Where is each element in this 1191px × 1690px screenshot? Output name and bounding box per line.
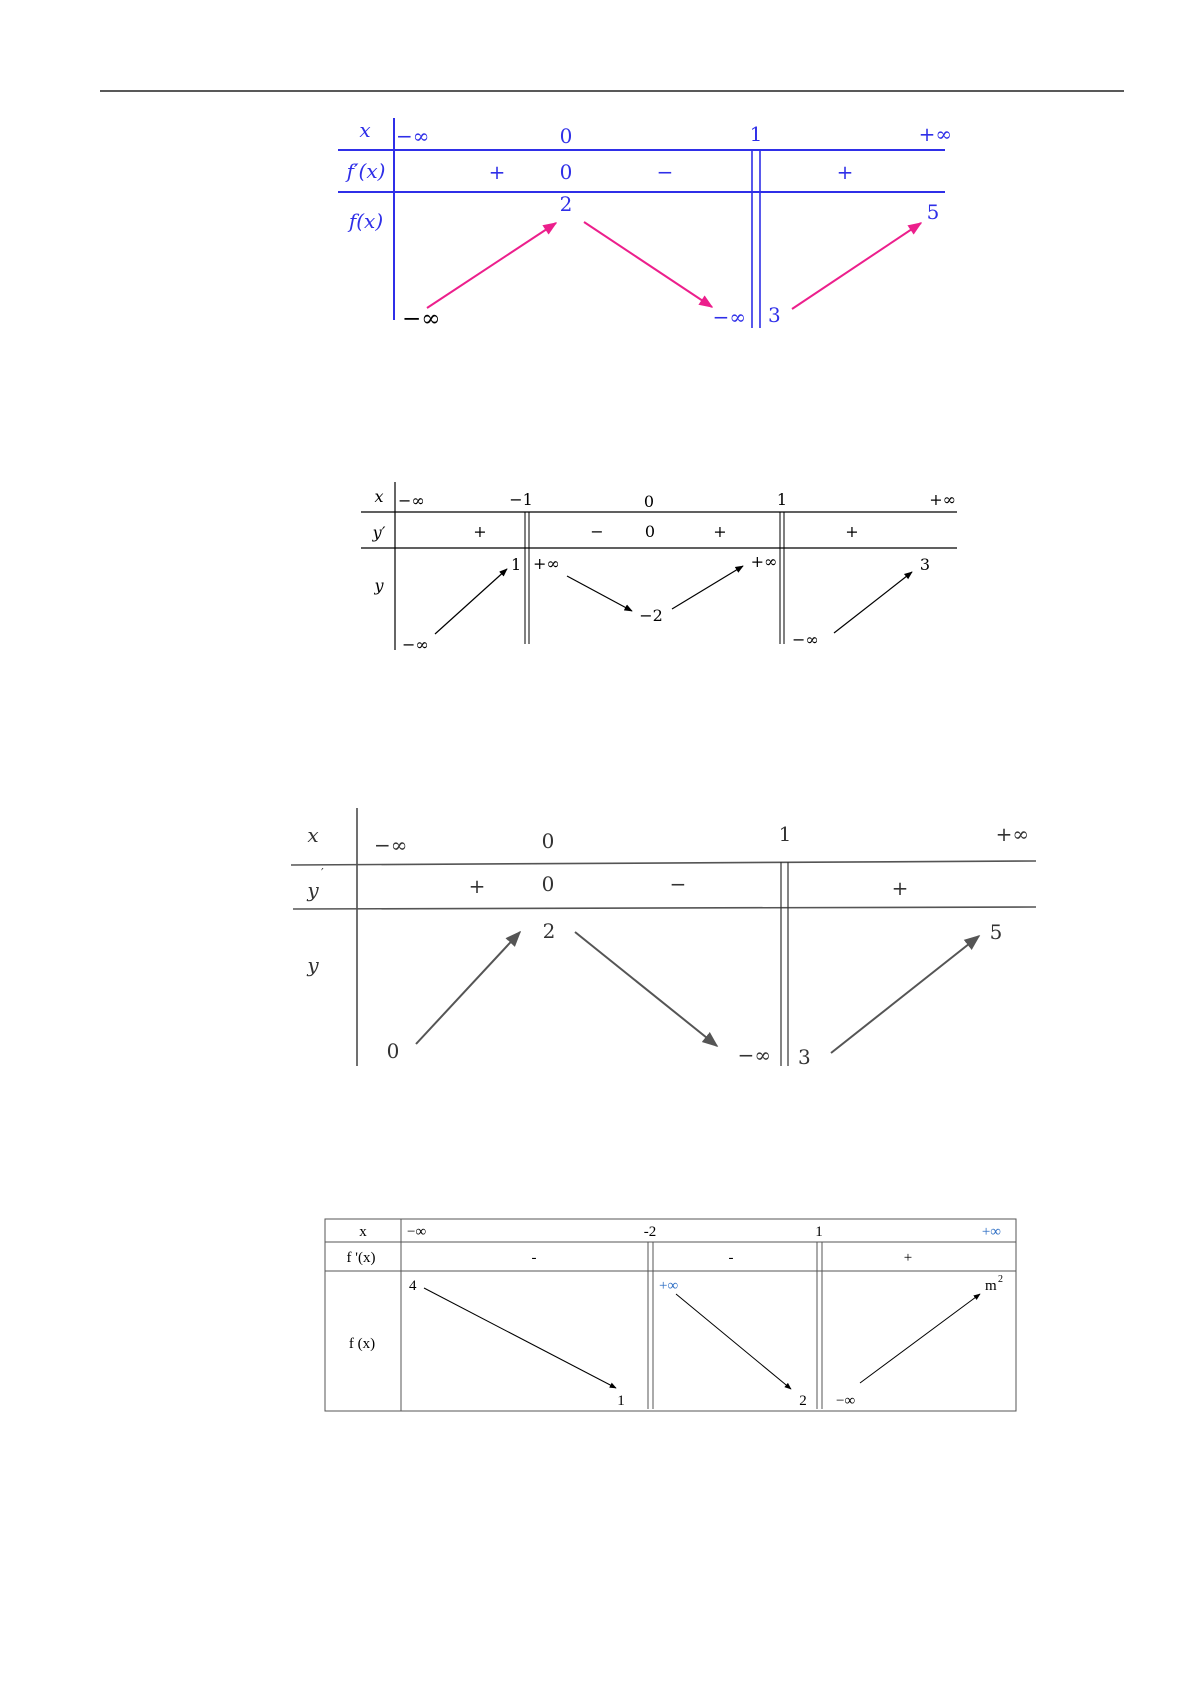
table-1-sign-3: + — [836, 160, 854, 184]
table-1-value-max: 2 — [559, 192, 573, 216]
table-4-label-derivative: f '(x) — [346, 1250, 376, 1266]
table-2-x-pos-inf: +∞ — [929, 490, 956, 509]
table-2-value-pos-inf-2: +∞ — [750, 552, 778, 571]
table-2-label-derivative: y′ — [372, 523, 386, 542]
variation-table-2 — [361, 482, 957, 654]
table-1-arrow-down — [584, 222, 712, 307]
table-3-value-start: 0 — [386, 1039, 400, 1063]
table-1-x-neg-inf: −∞ — [396, 124, 430, 148]
table-1-sign-2: − — [656, 160, 674, 184]
table-4-x-1: 1 — [815, 1224, 823, 1240]
table-1-x-1: 1 — [749, 122, 763, 146]
table-4-value-end-base: m — [985, 1278, 997, 1294]
table-2-value-start: −∞ — [402, 635, 429, 654]
table-3-arrow-up-1 — [416, 932, 520, 1044]
table-2-sign-4: + — [845, 522, 859, 541]
table-2-sign-3: + — [713, 522, 727, 541]
table-1-label-function: f(x) — [348, 209, 384, 233]
table-3-label-function: y — [307, 953, 319, 977]
table-4-sign-2: - — [728, 1250, 734, 1266]
table-2-arrow-3 — [672, 566, 743, 609]
table-3-x-1: 1 — [778, 822, 792, 846]
table-2-x-1: 1 — [776, 490, 788, 509]
table-3-label-derivative-prime: ′ — [321, 866, 324, 880]
table-3-hrule-2 — [293, 907, 1036, 909]
table-4-value-end-exponent: 2 — [998, 1274, 1003, 1285]
table-1-sign-1: + — [488, 160, 506, 184]
table-3-sign-3: + — [891, 876, 909, 900]
table-2-sign-2: − — [590, 522, 604, 541]
table-3-sign-zero: 0 — [541, 872, 555, 896]
table-3-value-right-limit: 3 — [798, 1045, 811, 1069]
table-2-value-pos-inf-1: +∞ — [533, 554, 560, 573]
table-2-value-max: 1 — [511, 555, 522, 574]
table-3-sign-1: + — [468, 874, 486, 898]
table-4-border — [325, 1219, 1016, 1411]
table-4-arrow-2 — [676, 1294, 791, 1389]
table-4-value-pos-inf: +∞ — [659, 1278, 679, 1294]
table-4-value-start: 4 — [409, 1278, 417, 1294]
table-4-label-x: x — [359, 1224, 367, 1240]
table-3-label-x: x — [307, 823, 319, 847]
table-1-x-pos-inf: +∞ — [918, 122, 952, 146]
table-2-arrow-1 — [435, 569, 507, 634]
table-4-value-min-2: 2 — [799, 1393, 807, 1409]
table-4-x-pos-inf: +∞ — [981, 1224, 1001, 1240]
table-4-sign-3: + — [903, 1250, 913, 1266]
table-2-value-end: 3 — [919, 555, 931, 574]
table-3-x-neg-inf: −∞ — [374, 833, 408, 857]
table-3-hrule-1 — [291, 861, 1036, 865]
table-4-value-neg-inf: −∞ — [836, 1393, 856, 1409]
table-2-value-min: −2 — [639, 606, 663, 625]
table-3-value-max: 2 — [542, 919, 556, 943]
table-1-label-derivative: f′(x) — [346, 159, 386, 183]
table-4-label-function: f (x) — [348, 1336, 376, 1352]
table-3-arrow-up-2 — [831, 936, 979, 1053]
table-2-sign-1: + — [473, 522, 487, 541]
table-2-arrow-2 — [567, 576, 632, 611]
table-1-label-x: x — [359, 118, 371, 142]
table-1-sign-zero: 0 — [559, 160, 573, 184]
table-2-x-neg-1: −1 — [509, 490, 533, 509]
table-2-x-0: 0 — [643, 492, 655, 511]
variation-table-1 — [338, 118, 952, 332]
variation-table-3 — [291, 808, 1036, 1069]
table-4-sign-1: - — [531, 1250, 537, 1266]
table-4-arrow-3 — [860, 1294, 980, 1383]
table-3-sign-2: − — [669, 872, 687, 896]
table-3-x-pos-inf: +∞ — [995, 822, 1029, 846]
table-3-arrow-down — [575, 932, 717, 1046]
table-2-sign-zero: 0 — [644, 522, 656, 541]
table-1-arrow-up-1 — [427, 223, 556, 308]
table-2-value-neg-inf: −∞ — [792, 630, 819, 649]
table-1-x-0: 0 — [559, 124, 573, 148]
table-3-label-derivative: y — [307, 878, 319, 902]
table-3-value-end: 5 — [989, 920, 1003, 944]
table-4-x-neg-2: -2 — [643, 1224, 657, 1240]
table-2-arrow-4 — [834, 572, 912, 633]
table-1-value-left-limit: −∞ — [712, 305, 746, 329]
table-1-value-right-limit: 3 — [768, 303, 781, 327]
table-2-label-function: y — [374, 576, 384, 595]
table-2-x-neg-inf: −∞ — [398, 491, 425, 510]
table-1-arrow-up-2 — [792, 223, 921, 309]
table-1-value-start: −∞ — [402, 306, 441, 332]
table-3-value-left-limit: −∞ — [737, 1043, 771, 1067]
table-4-arrow-1 — [424, 1288, 616, 1388]
table-4-x-neg-inf: −∞ — [407, 1224, 427, 1240]
table-1-value-end: 5 — [926, 200, 940, 224]
table-4-value-min-1: 1 — [617, 1393, 625, 1409]
variation-table-4 — [325, 1219, 1016, 1411]
table-3-x-0: 0 — [541, 829, 555, 853]
table-2-label-x: x — [374, 487, 384, 506]
